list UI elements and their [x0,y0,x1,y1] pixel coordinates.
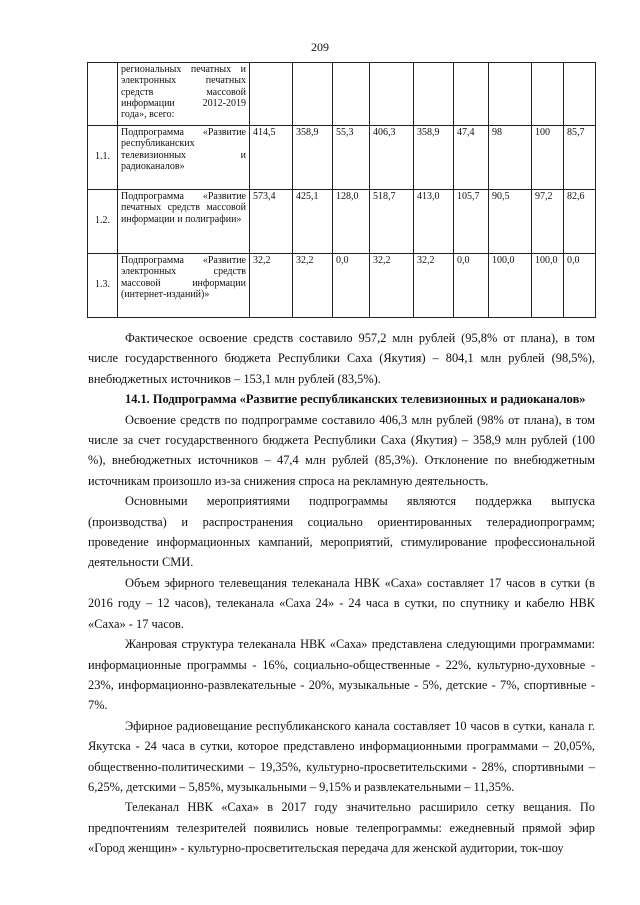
cell-value: 82,6 [564,190,596,254]
paragraph: Основными мероприятиями подпрограммы являются поддержка выпуска (производства) и распространения социально ориентированных телерадиопрограмм; проведение информационных кампаний, мероприятий, стимулирование профессиональной деятельности СМИ. [88,494,595,570]
cell-value: 47,4 [454,126,489,190]
cell-value: 85,7 [564,126,596,190]
paragraph: Жанровая структура телеканала НВК «Саха» представлена следующими программами: информационные программы - 16%, социально-общественные - 22%, культурно-духовные - 23%, информационно-развлекательные - 20%, музыкальные - 5%, детские - 7%, спортивные - 7%. [88,637,595,713]
paragraph: Освоение средств по подпрограмме составило 406,3 млн рублей (98% от плана), в том числе за счет государственного бюджета Республики Саха (Якутия) – 358,9 млн рублей (100 %), внебюджетных источников – 47,4 млн рублей (85,3%). Отклонение по внебюджетным источникам произошло из-за снижения спроса на рекламную деятельность. [88,412,595,488]
row-number [88,63,118,126]
paragraph: Объем эфирного телевещания телеканала НВК «Саха» составляет 17 часов в сутки (в 2016 году – 12 часов), телеканала «Саха 24» - 24 часа в сутки, по спутнику и кабелю НВК «Саха» - 17 часов. [88,575,595,631]
cell-value: 90,5 [489,190,532,254]
cell-value: 358,9 [293,126,333,190]
document-body [88,328,595,859]
cell-value: 414,5 [250,126,293,190]
row-name: Подпрограмма «Развитие республиканских телевизионных и радиоканалов» [118,126,250,190]
cell-value [454,63,489,126]
cell-value [414,63,454,126]
cell-value: 128,0 [333,190,370,254]
cell-value: 32,2 [293,254,333,318]
cell-value: 98 [489,126,532,190]
cell-value [532,63,564,126]
row-number: 1.2. [88,190,118,254]
cell-value: 32,2 [250,254,293,318]
row-name: региональных печатных и электронных печатных средств массовой информации 2012-2019 года», всего: [118,63,250,126]
paragraph: Фактическое освоение средств составило 957,2 млн рублей (95,8% от плана), в том числе государственного бюджета Республики Саха (Якутия) – 804,1 млн рублей (98,5%), внебюджетных источников – 153,1 млн рублей (83,5%). [88,331,595,386]
cell-value [333,63,370,126]
cell-value [250,63,293,126]
cell-value: 358,9 [414,126,454,190]
cell-value: 100,0 [532,254,564,318]
row-number: 1.3. [88,254,118,318]
row-name: Подпрограмма «Развитие электронных средств массовой информации (интернет-изданий)» [118,254,250,318]
cell-value: 100 [532,126,564,190]
cell-value [489,63,532,126]
cell-value: 0,0 [564,254,596,318]
section-heading: 14.1. Подпрограмма «Развитие республиканских телевизионных и радиоканалов» [125,392,586,407]
cell-value [370,63,414,126]
table-row [88,63,596,126]
cell-value [564,63,596,126]
cell-value: 97,2 [532,190,564,254]
row-number: 1.1. [88,126,118,190]
cell-value: 406,3 [370,126,414,190]
paragraph: Эфирное радиовещание республиканского канала составляет 10 часов в сутки, канала г. Якутска - 24 часа в сутки, которое представлено информационными программами – 20,05%, общественно-политическими – 19,35%, культурно-просветительскими - 28%, спортивными – 6,25%, детскими – 5,85%, музыкальными – 9,15% и развлекательными – 11,35%. [88,718,595,794]
cell-value: 573,4 [250,190,293,254]
budget-table [87,62,596,318]
page-number: 209 [311,40,329,54]
cell-value: 32,2 [414,254,454,318]
cell-value: 55,3 [333,126,370,190]
cell-value: 32,2 [370,254,414,318]
cell-value: 413,0 [414,190,454,254]
cell-value: 0,0 [333,254,370,318]
table-row [88,126,596,190]
cell-value [293,63,333,126]
paragraph: Телеканал НВК «Саха» в 2017 году значительно расширило сетку вещания. По предпочтениям телезрителей появились новые телепрограммы: ежедневный прямой эфир «Город женщин» - культурно-просветительская передача для женской аудитории, ток-шоу [88,800,595,856]
cell-value: 100,0 [489,254,532,318]
cell-value: 425,1 [293,190,333,254]
row-name: Подпрограмма «Развитие печатных средств массовой информации и полиграфии» [118,190,250,254]
cell-value: 518,7 [370,190,414,254]
table-row [88,254,596,318]
cell-value: 105,7 [454,190,489,254]
cell-value: 0,0 [454,254,489,318]
table-row [88,190,596,254]
